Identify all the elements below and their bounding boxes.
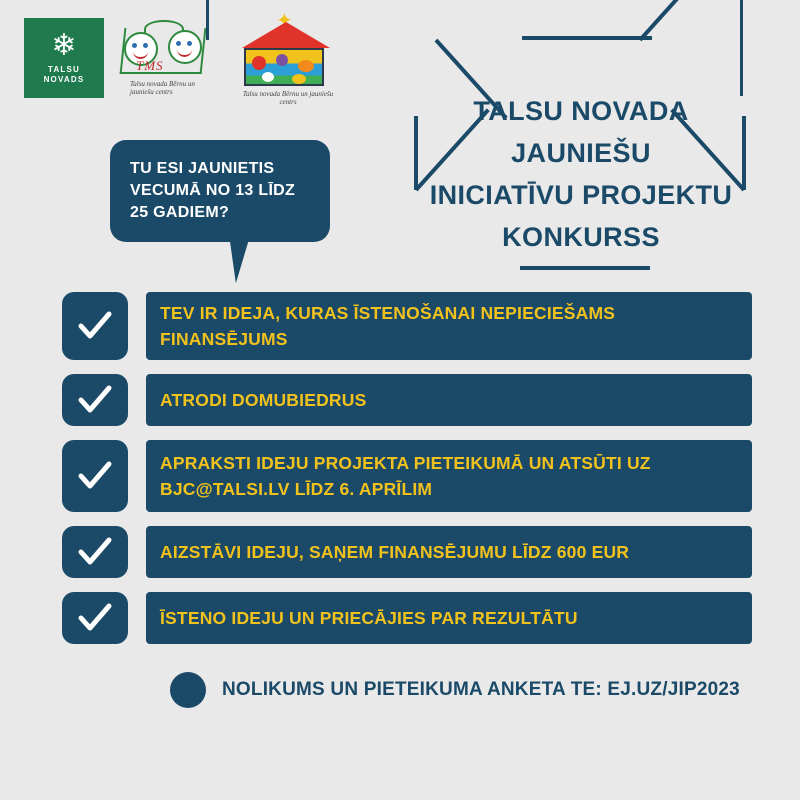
list-item-bar xyxy=(146,440,752,512)
checklist xyxy=(62,292,752,658)
house-roof-icon xyxy=(242,22,330,48)
talsu-logo-line2: NOVADS xyxy=(43,75,85,84)
smiley-face-right-icon xyxy=(168,30,202,64)
list-item xyxy=(62,292,752,360)
house-body-icon xyxy=(244,48,324,86)
bullet-dot-icon xyxy=(170,672,206,708)
list-item xyxy=(62,440,752,512)
check-icon xyxy=(62,374,128,426)
list-item-label: APRAKSTI IDEJU PROJEKTA PIETEIKUMĀ UN ATSŪTI UZ BJC@TALSI.LV LĪDZ 6. APRĪLIM xyxy=(160,453,651,499)
footer-link-text[interactable]: NOLIKUMS UN PIETEIKUMA ANKETA TE: EJ.UZ/JIP2023 xyxy=(222,679,740,700)
check-icon xyxy=(62,292,128,360)
list-item xyxy=(62,526,752,578)
list-item-bar xyxy=(146,526,752,578)
page-title-line1: TALSU NOVADA JAUNIEŠU xyxy=(473,96,689,168)
list-item-bar xyxy=(146,592,752,644)
list-item-bar xyxy=(146,292,752,360)
check-icon xyxy=(62,440,128,512)
list-item xyxy=(62,374,752,426)
bjc-logo-caption: Talsu novada Bērnu un jauniešu centrs xyxy=(242,90,334,106)
list-item xyxy=(62,592,752,644)
list-item-label: AIZSTĀVI IDEJU, SAŅEM FINANSĒJUMU LĪDZ 600 EUR xyxy=(160,542,630,562)
star-icon: ✦ xyxy=(276,10,293,32)
footer xyxy=(170,672,740,708)
logo-row xyxy=(24,10,336,110)
page-title-line3: KONKURSS xyxy=(502,222,660,252)
list-item-bar xyxy=(146,374,752,426)
hex-edge-bottom xyxy=(520,266,650,270)
title-hexagon xyxy=(392,36,770,268)
speech-bubble-text: TU ESI JAUNIETIS VECUMĀ NO 13 LĪDZ 25 GADIEM? xyxy=(130,160,296,221)
talsu-novads-logo xyxy=(24,18,104,98)
tms-logo xyxy=(122,18,218,104)
list-item-label: TEV IR IDEJA, KURAS ĪSTENOŠANAI NEPIECIEŠAMS FINANSĒJUMS xyxy=(160,303,616,349)
speech-bubble xyxy=(110,140,330,242)
page-title xyxy=(410,90,752,258)
page-title-line2: INICIATĪVU PROJEKTU xyxy=(429,180,733,210)
tms-logo-text: TMS xyxy=(136,58,164,73)
hex-hanger-left xyxy=(206,0,209,40)
list-item-label: ATRODI DOMUBIEDRUS xyxy=(160,390,367,410)
snowflake-icon: ❄ xyxy=(51,29,77,62)
check-icon xyxy=(62,526,128,578)
check-icon xyxy=(62,592,128,644)
talsu-logo-line1: TALSU xyxy=(47,65,81,74)
tms-logo-caption: Talsu novada Bērnu un jauniešu centrs xyxy=(130,80,195,96)
list-item-label: ĪSTENO IDEJU UN PRIECĀJIES PAR REZULTĀTU xyxy=(160,608,578,628)
bjc-house-logo xyxy=(236,10,336,110)
hex-edge-top xyxy=(522,36,652,40)
